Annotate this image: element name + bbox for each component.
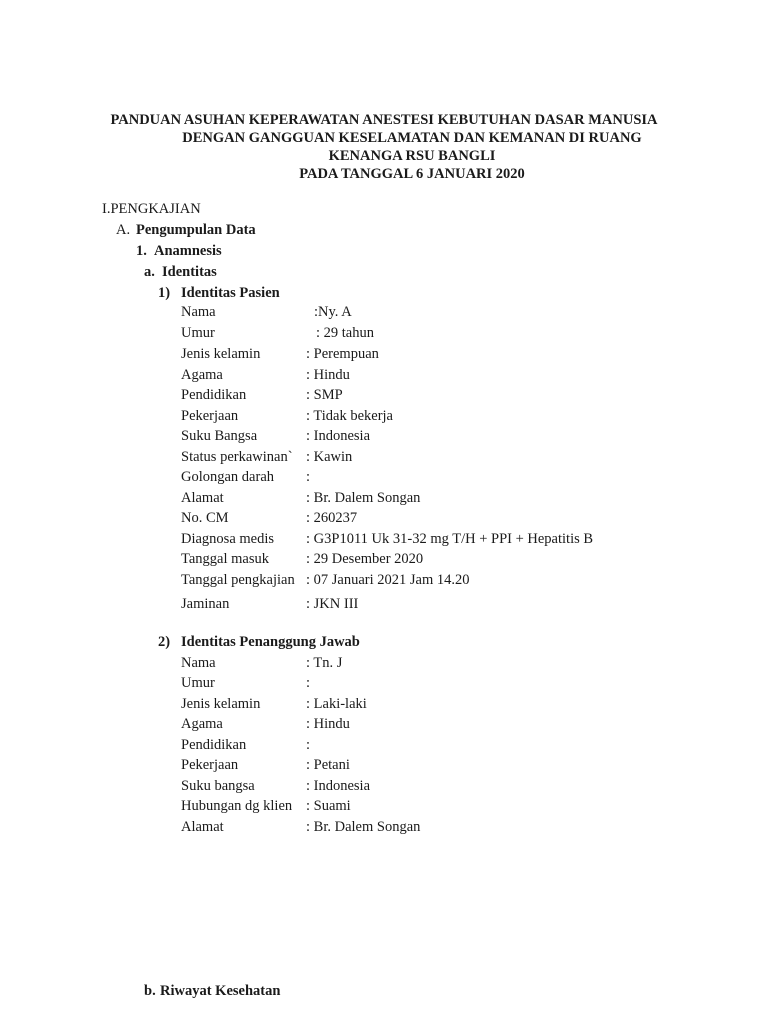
- field-value: : Hindu: [306, 367, 350, 383]
- heading-identitas-penanggung-jawab: Identitas Penanggung Jawab: [181, 634, 360, 650]
- field-value: : Tidak bekerja: [306, 408, 393, 424]
- field-label: No. CM: [181, 510, 229, 526]
- field-label: Jenis kelamin: [181, 696, 261, 712]
- field-label: Suku bangsa: [181, 778, 255, 794]
- field-value: :: [306, 675, 311, 691]
- field-value: : Br. Dalem Songan: [306, 490, 421, 506]
- field-value: :: [306, 469, 311, 485]
- heading-anamnesis: Anamnesis: [154, 243, 222, 259]
- heading-riwayat-kesehatan: Riwayat Kesehatan: [160, 983, 281, 999]
- heading-1-number: 1.: [136, 243, 147, 259]
- field-value: : G3P1011 Uk 31-32 mg T/H + PPI + Hepatitis B: [306, 531, 594, 547]
- field-label: Umur: [181, 675, 215, 691]
- field-value: : Br. Dalem Songan: [306, 819, 421, 835]
- field-value: : Hindu: [306, 716, 350, 732]
- doc-title-line-4: PADA TANGGAL 6 JANUARI 2020: [299, 166, 525, 182]
- field-value: : JKN III: [306, 596, 359, 612]
- field-label: Nama: [181, 304, 216, 320]
- doc-title-line-2: DENGAN GANGGUAN KESELAMATAN DAN KEMANAN DI RUANG: [182, 130, 642, 146]
- field-label: Pekerjaan: [181, 757, 239, 773]
- field-value: : 29 tahun: [316, 325, 374, 341]
- field-label: Pendidikan: [181, 387, 247, 403]
- field-label: Tanggal masuk: [181, 551, 269, 567]
- field-value: : Kawin: [306, 449, 353, 465]
- heading-identitas: Identitas: [162, 264, 217, 280]
- field-label: Jenis kelamin: [181, 346, 261, 362]
- field-value: : 29 Desember 2020: [306, 551, 424, 567]
- doc-title-line-3: KENANGA RSU BANGLI: [328, 148, 496, 164]
- heading-b-number: b.: [144, 983, 156, 999]
- heading-penanggung-number: 2): [158, 634, 171, 650]
- heading-identitas-pasien: Identitas Pasien: [181, 285, 280, 301]
- doc-title-line-1: PANDUAN ASUHAN KEPERAWATAN ANESTESI KEBUTUHAN DASAR MANUSIA: [110, 112, 658, 128]
- field-value: : Petani: [306, 757, 350, 773]
- field-value: : Perempuan: [306, 346, 379, 362]
- field-label: Nama: [181, 655, 216, 671]
- field-value: :: [306, 737, 311, 753]
- field-label: Golongan darah: [181, 469, 275, 485]
- field-label: Umur: [181, 325, 215, 341]
- field-value: : Laki-laki: [306, 696, 367, 712]
- section-heading-pengkajian: I.PENGKAJIAN: [102, 201, 201, 217]
- field-label: Agama: [181, 716, 223, 732]
- heading-a-identitas-number: a.: [144, 264, 155, 280]
- field-label: Alamat: [181, 819, 224, 835]
- field-label: Tanggal pengkajian: [181, 572, 295, 588]
- field-value: : Suami: [306, 798, 351, 814]
- field-value: : 260237: [306, 510, 358, 526]
- heading-a-number: A.: [116, 222, 131, 238]
- field-label: Diagnosa medis: [181, 531, 275, 547]
- field-label: Pekerjaan: [181, 408, 239, 424]
- field-label: Alamat: [181, 490, 224, 506]
- field-label: Pendidikan: [181, 737, 247, 753]
- field-value: : Tn. J: [306, 655, 343, 671]
- heading-pengumpulan-data: Pengumpulan Data: [136, 222, 256, 238]
- field-value: :Ny. A: [314, 304, 352, 320]
- heading-pasien-number: 1): [158, 285, 171, 301]
- field-value: : 07 Januari 2021 Jam 14.20: [306, 572, 470, 588]
- field-label: Hubungan dg klien: [181, 798, 293, 814]
- field-label: Suku Bangsa: [181, 428, 258, 444]
- field-value: : SMP: [306, 387, 343, 403]
- field-label: Jaminan: [181, 596, 230, 612]
- field-value: : Indonesia: [306, 428, 371, 444]
- field-value: : Indonesia: [306, 778, 371, 794]
- field-label: Status perkawinan`: [181, 449, 293, 465]
- field-label: Agama: [181, 367, 223, 383]
